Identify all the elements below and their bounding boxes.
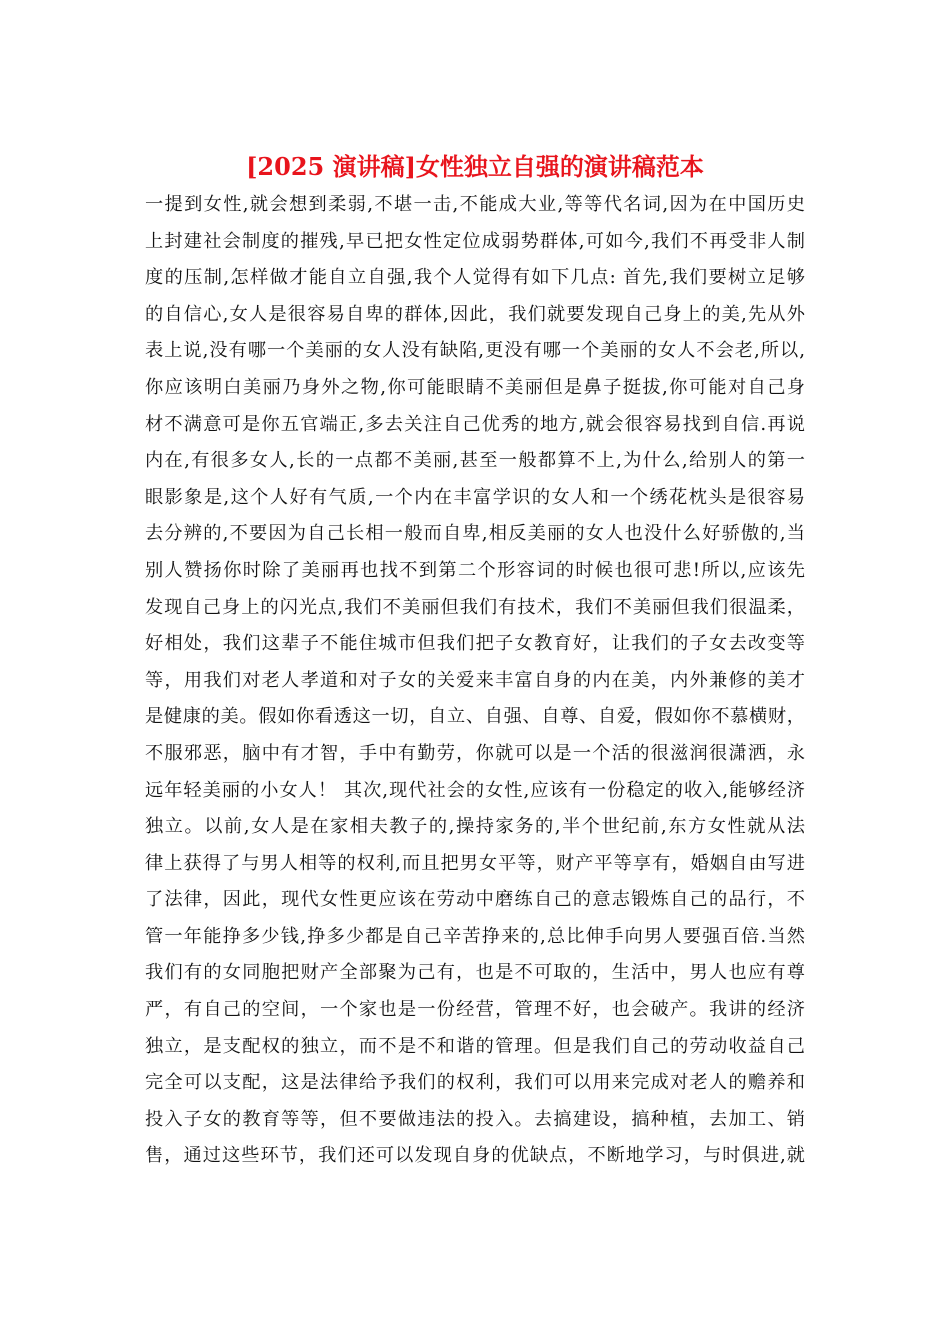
body-line: 独立。以前,女人是在家相夫教子的,操持家务的,半个世纪前,东方女性就从法 [145,816,805,838]
body-line: 我们有的女同胞把财产全部聚为己有，也是不可取的，生活中，男人也应有尊 [145,962,805,984]
body-line: 完全可以支配，这是法律给予我们的权利，我们可以用来完成对老人的赡养和 [145,1072,805,1094]
body-line: 不服邪恶，脑中有才智，手中有勤劳，你就可以是一个活的很滋润很潇洒，永 [145,742,805,764]
body-line: 律上获得了与男人相等的权利,而且把男女平等，财产平等享有，婚姻自由写进 [145,852,805,874]
body-line: 投入子女的教育等等，但不要做违法的投入。去搞建设，搞种植，去加工、销 [145,1108,805,1130]
body-line: 好相处，我们这辈子不能住城市但我们把子女教育好，让我们的子女去改变等 [145,633,805,655]
body-line: 的自信心,女人是很容易自卑的群体,因此，我们就要发现自己身上的美,先从外 [145,303,805,325]
body-line: 一提到女性,就会想到柔弱,不堪一击,不能成大业,等等代名词,因为在中国历史 [145,194,805,215]
document-body [145,187,805,1175]
body-line: 严，有自己的空间，一个家也是一份经营，管理不好，也会破产。我讲的经济 [145,999,805,1021]
body-line: 是健康的美。假如你看透这一切，自立、自强、自尊、自爱，假如你不慕横财， [145,706,805,728]
body-line: 独立，是支配权的独立，而不是不和谐的管理。但是我们自己的劳动收益自己 [145,1035,805,1057]
body-line: 度的压制,怎样做才能自立自强,我个人觉得有如下几点: 首先,我们要树立足够 [145,267,805,289]
body-line: 了法律，因此，现代女性更应该在劳动中磨练自己的意志锻炼自己的品行，不 [145,889,805,911]
document-title: [2025 演讲稿]女性独立自强的演讲稿范本 [246,152,704,181]
body-line: 眼影象是,这个人好有气质,一个内在丰富学识的女人和一个绣花枕头是很容易 [145,486,805,508]
body-line: 等，用我们对老人孝道和对子女的关爱来丰富自身的内在美，内外兼修的美才 [145,669,805,691]
body-line: 表上说,没有哪一个美丽的女人没有缺陷,更没有哪一个美丽的女人不会老,所以, [145,340,805,362]
body-line: 去分辨的,不要因为自己长相一般而自卑,相反美丽的女人也没什么好骄傲的,当 [145,523,805,545]
body-line: 材不满意可是你五官端正,多去关注自己优秀的地方,就会很容易找到自信.再说 [145,413,805,435]
body-line: 管一年能挣多少钱,挣多少都是自己辛苦挣来的,总比伸手向男人要强百倍.当然 [145,925,805,947]
body-line: 上封建社会制度的摧残,早已把女性定位成弱势群体,可如今,我们不再受非人制 [145,230,805,252]
body-line: 别人赞扬你时除了美丽再也找不到第二个形容词的时候也很可悲!所以,应该先 [145,559,805,581]
body-line: 你应该明白美丽乃身外之物,你可能眼睛不美丽但是鼻子挺拔,你可能对自己身 [145,376,805,398]
body-line: 售，通过这些环节，我们还可以发现自身的优缺点，不断地学习，与时俱进,就 [145,1145,805,1167]
body-line: 内在,有很多女人,长的一点都不美丽,甚至一般都算不上,为什么,给别人的第一 [145,450,805,472]
body-line: 发现自己身上的闪光点,我们不美丽但我们有技术，我们不美丽但我们很温柔， [145,596,805,618]
body-line: 远年轻美丽的小女人！ 其次,现代社会的女性,应该有一份稳定的收入,能够经济 [145,779,805,801]
